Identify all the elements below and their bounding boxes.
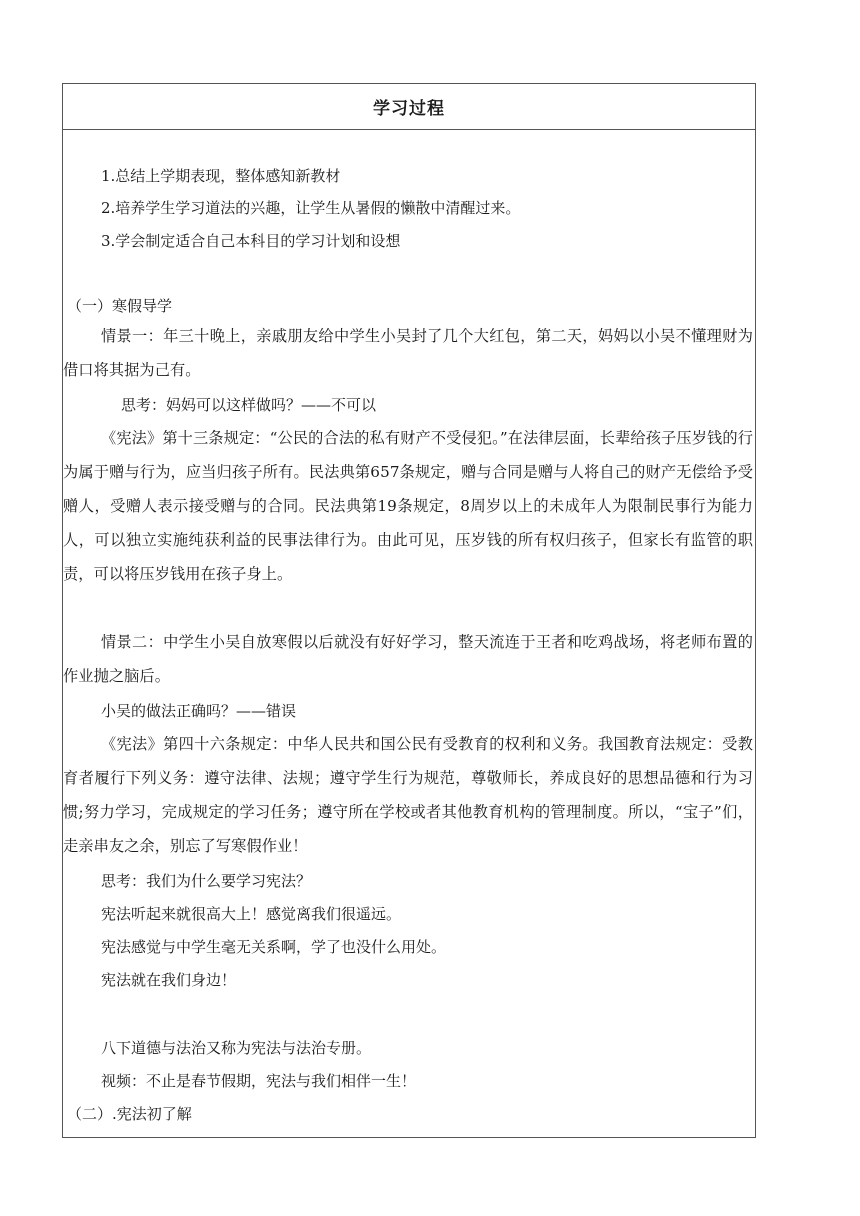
- scene-2-paragraph: 情景二：中学生小吴自放寒假以后就没有好好学习，整天流连于王者和吃鸡战场，将老师布置的作业抛之脑后。: [63, 633, 753, 685]
- objective-2: 2.培养学生学习道法的兴趣，让学生从暑假的懒散中清醒过来。: [101, 199, 521, 217]
- think-question-3: 思考：我们为什么要学习宪法？: [101, 872, 312, 890]
- objective-1: 1.总结上学期表现，整体感知新教材: [101, 167, 341, 185]
- objective-3: 3.学会制定适合自己本科目的学习计划和设想: [101, 232, 401, 250]
- opinion-2: 宪法感觉与中学生毫无关系啊，学了也没什么用处。: [101, 938, 447, 956]
- opinion-1: 宪法听起来就很高大上！感觉离我们很遥远。: [101, 905, 402, 923]
- learning-process-table: [62, 83, 756, 1138]
- section-heading-winter-guide: （一）寒假导学: [67, 297, 173, 315]
- textbook-intro: 八下道德与法治又称为宪法与法治专册。: [101, 1039, 372, 1057]
- constitution-article-46-paragraph: 《宪法》第四十六条规定：中华人民共和国公民有受教育的权利和义务。我国教育法规定：受教育者履行下列义务：遵守法律、法规；遵守学生行为规范，尊敬师长，养成良好的思想品德和行为习惯;努力学习，完成规定的学习任务；遵守所在学校或者其他教育机构的管理制度。所以，“宝子”们，走亲串友之余，别忘了写寒假作业！: [63, 735, 753, 855]
- think-question-2: 小吴的做法正确吗？——错误: [101, 702, 297, 720]
- opinion-3: 宪法就在我们身边！: [101, 971, 237, 989]
- think-question-1: 思考：妈妈可以这样做吗？——不可以: [121, 396, 377, 414]
- scene-1-paragraph: 情景一：年三十晚上，亲戚朋友给中学生小吴封了几个大红包，第二天，妈妈以小吴不懂理财为借口将其据为己有。: [63, 327, 753, 379]
- video-note: 视频：不止是春节假期，宪法与我们相伴一生！: [101, 1072, 417, 1090]
- table-title: 学习过程: [63, 84, 755, 130]
- constitution-article-13-paragraph: 《宪法》第十三条规定：“公民的合法的私有财产不受侵犯。”在法律层面，长辈给孩子压岁钱的行为属于赠与行为，应当归孩子所有。民法典第657条规定，赠与合同是赠与人将自己的财产无偿给予受赠人，受赠人表示接受赠与的合同。民法典第19条规定，8周岁以上的未成年人为限制民事行为能力人，可以独立实施纯获利益的民事法律行为。由此可见，压岁钱的所有权归孩子，但家长有监管的职责，可以将压岁钱用在孩子身上。: [63, 429, 753, 583]
- section-heading-constitution-intro: （二）.宪法初了解: [67, 1105, 192, 1123]
